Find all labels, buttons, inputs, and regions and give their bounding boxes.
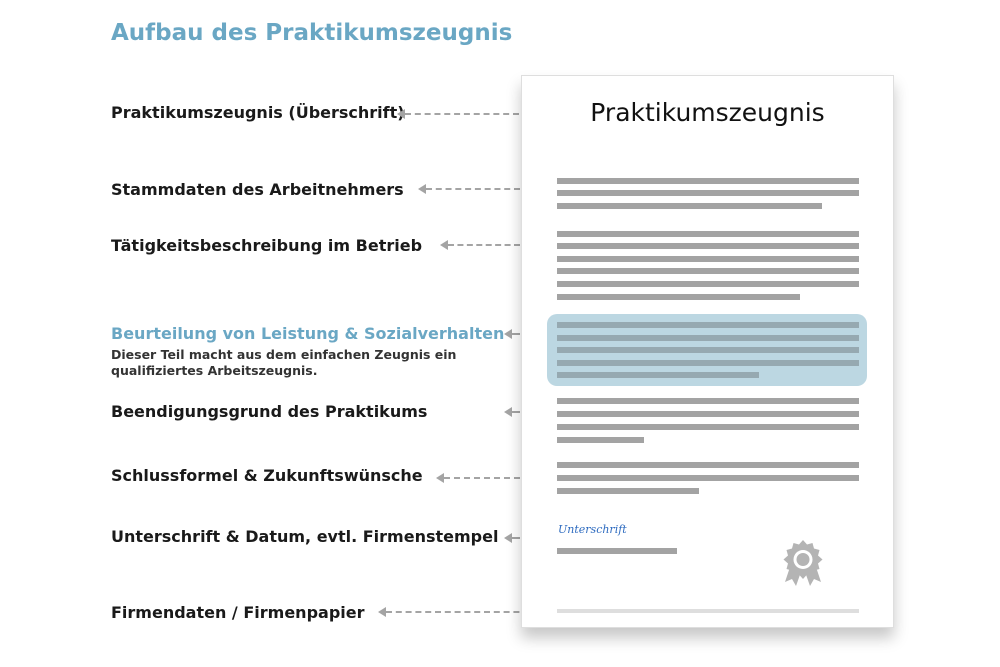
- label-assessment: Beurteilung von Leistung & Sozialverhalten: [111, 324, 505, 343]
- text-line: [557, 231, 859, 237]
- arrow-job-description: [448, 244, 520, 248]
- text-line: [557, 294, 800, 300]
- text-line: [557, 411, 859, 417]
- text-line: [557, 372, 759, 378]
- label-signature-date: Unterschrift & Datum, evtl. Firmenstempel: [111, 527, 499, 546]
- signature: Unterschrift: [558, 523, 627, 536]
- text-line: [557, 475, 859, 481]
- arrow-signature-date: [512, 537, 520, 541]
- arrow-termination-reason: [512, 411, 520, 415]
- text-line: [557, 360, 859, 366]
- arrow-heading: [405, 113, 519, 117]
- text-line: [557, 268, 859, 274]
- arrow-employee-data: [426, 188, 520, 192]
- diagram-title: Aufbau des Praktikumszeugnis: [111, 20, 513, 46]
- label-termination-reason: Beendigungsgrund des Praktikums: [111, 402, 428, 421]
- text-line: [557, 437, 644, 443]
- label-employee-data: Stammdaten des Arbeitnehmers: [111, 180, 404, 199]
- label-job-description: Tätigkeitsbeschreibung im Betrieb: [111, 236, 423, 255]
- text-line: [557, 398, 859, 404]
- award-seal-icon: [780, 538, 826, 588]
- text-line: [557, 322, 859, 328]
- text-line: [557, 281, 859, 287]
- text-line: [557, 335, 859, 341]
- arrow-company-data: [386, 611, 539, 615]
- text-line: [557, 243, 859, 249]
- text-line: [557, 424, 859, 430]
- label-closing-formula: Schlussformel & Zukunftswünsche: [111, 466, 423, 485]
- company-footer-line: [557, 609, 859, 613]
- document-heading: Praktikumszeugnis: [590, 98, 825, 127]
- text-line: [557, 190, 859, 196]
- document-preview: [521, 75, 894, 628]
- text-line: [557, 256, 859, 262]
- text-line: [557, 203, 822, 209]
- label-heading: Praktikumszeugnis (Überschrift): [111, 103, 405, 122]
- text-line: [557, 178, 859, 184]
- text-line: [557, 347, 859, 353]
- text-line: [557, 488, 699, 494]
- arrow-assessment: [512, 333, 520, 337]
- signature-line: [557, 548, 677, 554]
- assessment-description: Dieser Teil macht aus dem einfachen Zeugnis ein qualifiziertes Arbeitszeugnis.: [111, 347, 457, 378]
- arrow-closing-formula: [444, 477, 520, 481]
- text-line: [557, 462, 859, 468]
- label-company-data: Firmendaten / Firmenpapier: [111, 603, 365, 622]
